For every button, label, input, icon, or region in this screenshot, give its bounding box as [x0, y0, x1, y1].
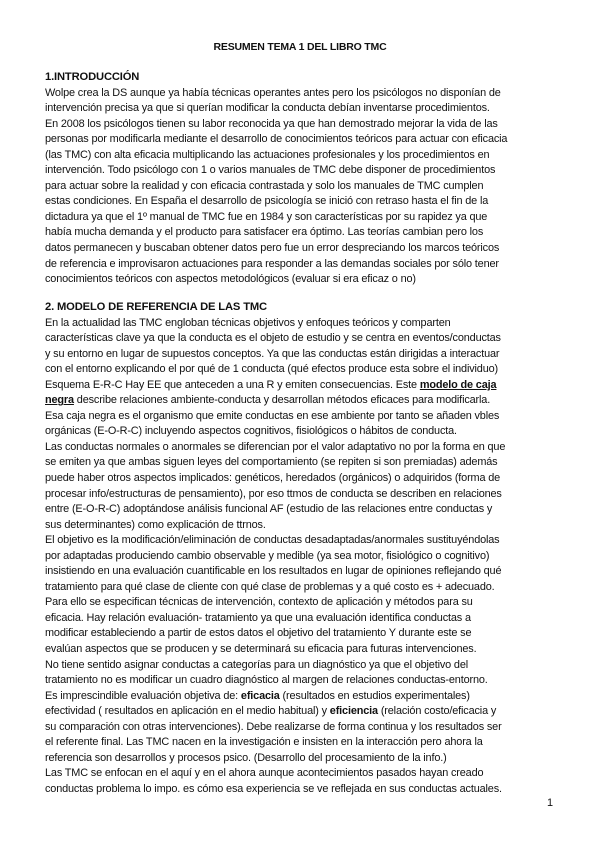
paragraph-line: características clave ya que la conducta es el objeto de estudio y se centra en eventos/conductas: [45, 332, 501, 345]
section-introduccion: [45, 70, 560, 288]
paragraph-line: Las conductas normales o anormales se diferencian por el valor adaptativo no por la forma en que: [45, 440, 506, 453]
paragraph-line: personas por modificarla mediante el desarrollo de conocimientos teóricos para actuar con eficacia: [45, 133, 508, 146]
paragraph-line: Esa caja negra es el organismo que emite conductas en ese ambiente por tanto se añaden vbles: [45, 409, 500, 422]
paragraph-line: [45, 704, 560, 720]
paragraph-line: y su entorno en lugar de supuestos conceptos. Ya que las conductas están dirigidas a interactuar: [45, 347, 500, 360]
text-run: (resultados en estudios experimentales): [279, 689, 470, 702]
page-number: 1: [546, 797, 553, 809]
paragraph-line: evalúan aspectos que se producen y se determinará su eficacia para futuras intervenciones.: [45, 643, 477, 656]
paragraph-line: de referencia e improvisaron actuaciones para responder a las demandas sociales por sólo tener: [45, 257, 499, 270]
paragraph-line: [45, 393, 560, 409]
text-run: (relación costo/eficacia y: [377, 705, 497, 718]
paragraph-line: (las TMC) con alta eficacia multiplicando las actuaciones profesionales y los procedimientos en: [45, 148, 490, 161]
bold-term: negra: [45, 394, 74, 407]
paragraph-line: Las TMC se enfocan en el aquí y en el ahora aunque acontecimientos pasados hayan creado: [45, 767, 484, 780]
paragraph-line: No tiene sentido asignar conductas a categorías para un diagnóstico ya que el objetivo del: [45, 658, 469, 671]
paragraph-line: intervención precisa ya que si querían modificar la conducta debían inventarse procedimientos.: [45, 102, 490, 115]
paragraph-line: intervención. Todo psicólogo con 1 o varios manuales de TMC debe disponer de procedimientos: [45, 164, 496, 177]
text-run: Es imprescindible evaluación objetiva de:: [45, 689, 241, 702]
paragraph-line: había mucha demanda y el producto para satisfacer era óptimo. Las teorías cambian pero los: [45, 226, 484, 239]
paragraph-line: referencia son desarrollos y procesos psico. (Desarrollo del procesamiento de la info.): [45, 751, 447, 764]
paragraph-line: [45, 378, 560, 394]
paragraph-line: puede haber otros aspectos implicados: genéticos, heredados (orgánicos) o adquiridos (forma de: [45, 472, 501, 485]
paragraph-line: conductas problema lo impo. es cómo esa experiencia se ve reflejada en sus conductas actuales.: [45, 782, 502, 795]
paragraph-line: datos permanecen y buscaban obtener datos pero fue un error despreciando los marcos teóricos: [45, 242, 500, 255]
paragraph-line: su comparación con otras intervenciones). Debe realizarse de forma continua y los resultados ser: [45, 720, 502, 733]
bold-term: eficiencia: [329, 705, 378, 718]
paragraph-line: En 2008 los psicólogos tienen su labor reconocida ya que han demostrado mejorar la vida de las: [45, 117, 498, 130]
text-run: Esquema E-R-C Hay EE que anteceden a una R y emiten consecuencias. Este: [45, 378, 420, 391]
document-title: RESUMEN TEMA 1 DEL LIBRO TMC: [213, 41, 387, 53]
paragraph-line: entre (E-O-R-C) adoptándose análisis funcional AF (estudio de las relaciones entre conductas y: [45, 503, 493, 516]
paragraph-line: estas condiciones. En España el desarrollo de psicología se inició con retraso hasta el fin de la: [45, 195, 489, 208]
paragraph-line: sus determinantes) como explicación de ttrnos.: [45, 518, 266, 531]
paragraph-line: tratamiento para qué clase de cliente con qué clase de problemas y a qué costo es + adecuado.: [45, 580, 495, 593]
paragraph-line: eficacia. Hay relación evaluación- tratamiento ya que una evaluación identifica conductas a: [45, 611, 471, 624]
paragraph-line: conocimientos teóricos con aspectos metodológicos (evaluar si era eficaz o no): [45, 273, 416, 286]
paragraph-line: el referente final. Las TMC nacen en la investigación e insisten en la interacción pero ahora la: [45, 736, 483, 749]
paragraph-line: Para ello se especifican técnicas de intervención, contexto de aplicación y métodos para su: [45, 596, 473, 609]
bold-term: modelo de caja: [419, 378, 497, 391]
paragraph-line: [45, 689, 560, 705]
paragraph-line: se emiten ya que ambas siguen leyes del comportamiento (se repiten si son premiadas) además: [45, 456, 498, 469]
section-modelo: [45, 300, 560, 798]
paragraph-line: procesar info/estructuras de pensamiento), por eso ttmos de conducta se describen en relaciones: [45, 487, 502, 500]
bold-term: eficacia: [240, 689, 280, 702]
paragraph-line: El objetivo es la modificación/eliminación de conductas desadaptadas/anormales sustituyéndolas: [45, 534, 500, 547]
paragraph-line: por adaptadas produciendo cambio observable y medible (ya sea motor, fisiológico o cognitivo): [45, 549, 490, 562]
paragraph-line: con el entorno explicando el por qué de 1 conducta (qué efectos produce esta sobre el individuo): [45, 363, 498, 376]
paragraph-line: orgánicas (E-O-R-C) incluyendo aspectos cognitivos, fisiológicos o hábitos de conducta.: [45, 425, 457, 438]
paragraph-line: tratamiento no es modificar un cuadro diagnóstico al margen de relaciones conductas-entorno.: [45, 674, 488, 687]
text-run: efectividad ( resultados en aplicación en el medio habitual) y: [45, 705, 330, 718]
section-heading: 2. MODELO DE REFERENCIA DE LAS TMC: [45, 301, 267, 313]
paragraph-line: Wolpe crea la DS aunque ya había técnicas operantes antes pero los psicólogos no disponían de: [45, 86, 501, 99]
paragraph-line: para actuar sobre la realidad y con eficacia contrastada y solo los manuales de TMC cumplen: [45, 179, 484, 192]
paragraph-line: modificar estableciendo a partir de estos datos el objetivo del tratamiento Y durante este se: [45, 627, 472, 640]
section-heading: 1.INTRODUCCIÓN: [45, 71, 140, 83]
paragraph-line: En la actualidad las TMC engloban técnicas objetivos y enfoques teóricos y comparten: [45, 316, 451, 329]
paragraph-line: insistiendo en una evaluación cuantificable en los resultados en lugar de opiniones reflejando qué: [45, 565, 502, 578]
paragraph-line: dictadura ya que el 1º manual de TMC fue en 1984 y son características por su rapidez ya que: [45, 210, 488, 223]
text-run: describe relaciones ambiente-conducta y desarrollan métodos eficaces para modificarla.: [73, 394, 491, 407]
